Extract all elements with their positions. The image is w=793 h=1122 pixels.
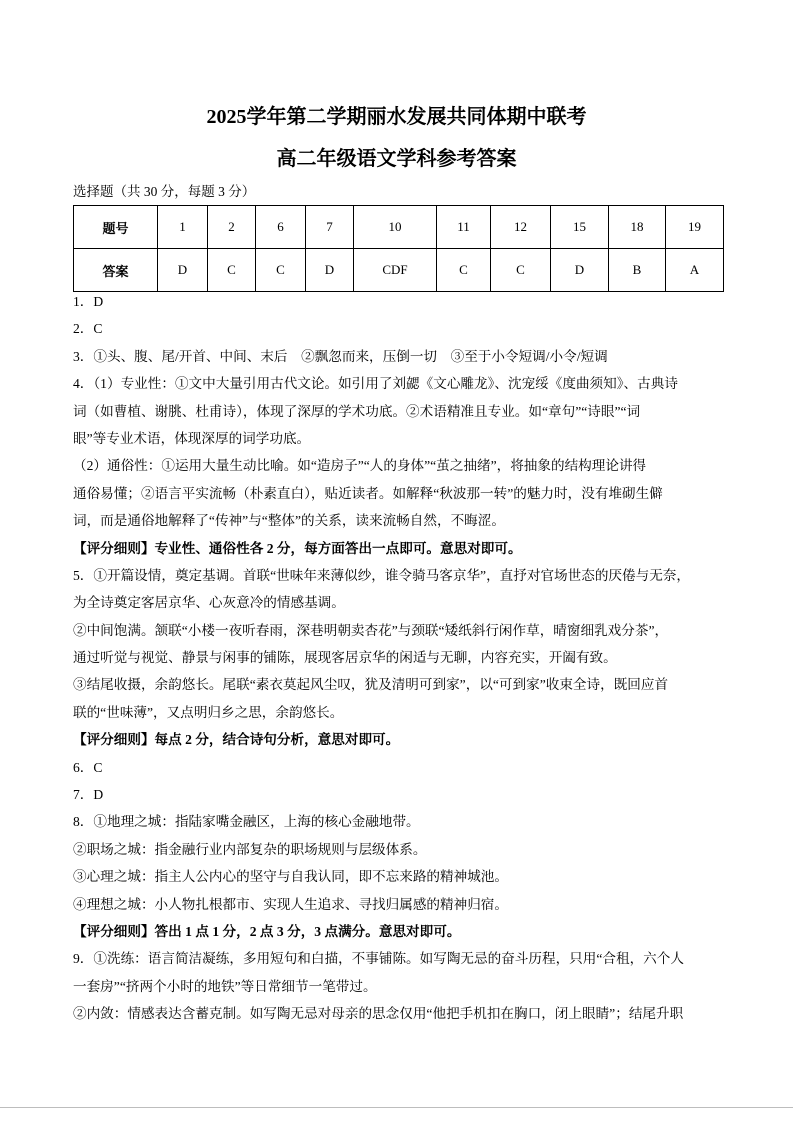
answer-table xyxy=(73,205,724,292)
answer-text-line: 7．D xyxy=(73,787,104,803)
question-number-cell: 7 xyxy=(306,206,354,249)
row-label-answer: 答案 xyxy=(74,249,158,292)
answer-text-line: 眼”等专业术语，体现深厚的词学功底。 xyxy=(73,430,311,446)
answer-text-line: 词，而是通俗地解释了“传神”与“整体”的关系，读来流畅自然，不晦涩。 xyxy=(73,513,505,529)
question-number-row xyxy=(74,206,724,249)
answer-cell: A xyxy=(666,249,724,292)
document-subtitle: 高二年级语文学科参考答案 xyxy=(276,148,517,170)
answer-text-line: 为全诗奠定客居京华、心灰意冷的情感基调。 xyxy=(73,595,345,611)
answer-text-line: 4．（1）专业性：①文中大量引用古代文论。如引用了刘勰《文心雕龙》、沈宠绥《度曲须知》、古典诗 xyxy=(73,376,678,392)
answer-cell: C xyxy=(208,249,256,292)
answer-text-line: ②中间饱满。颔联“小楼一夜听春雨，深巷明朝卖杏花”与颈联“矮纸斜行闲作草，晴窗细乳戏分茶”， xyxy=(73,622,669,638)
answer-text-line: 9．①洗练：语言简洁凝练，多用短句和白描，不事铺陈。如写陶无忌的奋斗历程，只用“合租，六个人 xyxy=(73,951,684,967)
answer-row xyxy=(74,249,724,292)
answer-text-line: ③结尾收摄，余韵悠长。尾联“素衣莫起风尘叹，犹及清明可到家”，以“可到家”收束全诗，既回应首 xyxy=(73,677,669,693)
scoring-rule-line: 【评分细则】专业性、通俗性各 2 分，每方面答出一点即可。意思对即可。 xyxy=(73,540,522,556)
question-number-cell: 6 xyxy=(256,206,306,249)
answer-text-line: 8．①地理之城：指陆家嘴金融区，上海的核心金融地带。 xyxy=(73,814,420,830)
question-number-cell: 1 xyxy=(158,206,208,249)
answer-text-line: ④理想之城：小人物扎根都市、实现人生追求、寻找归属感的精神归宿。 xyxy=(73,896,508,912)
answer-explanations xyxy=(73,288,733,1028)
page-bottom-divider xyxy=(0,1107,793,1108)
answer-cell: D xyxy=(306,249,354,292)
answer-text-line: 1．D xyxy=(73,294,104,309)
question-number-cell: 2 xyxy=(208,206,256,249)
answer-text-line: ②内敛：情感表达含蓄克制。如写陶无忌对母亲的思念仅用“他把手机扣在胸口，闭上眼睛”；结尾升职 xyxy=(73,1006,684,1022)
answer-text-line: ②职场之城：指金融行业内部复杂的职场规则与层级体系。 xyxy=(73,841,427,857)
answer-text-line: （2）通俗性：①运用大量生动比喻。如“造房子”“人的身体”“茧之抽绪”，将抽象的结构理论讲得 xyxy=(73,458,647,474)
scoring-rule-line: 【评分细则】答出 1 点 1 分，2 点 3 分，3 点满分。意思对即可。 xyxy=(73,923,461,939)
answer-cell: D xyxy=(551,249,609,292)
answer-text-line: 6．C xyxy=(73,759,103,775)
answer-text-line: 通过听觉与视觉、静景与闲事的铺陈，展现客居京华的闲适与无聊，内容充实，开阖有致。 xyxy=(73,650,617,666)
answer-cell: C xyxy=(491,249,551,292)
answer-text-line: 通俗易懂；②语言平实流畅（朴素直白），贴近读者。如解释“秋波那一转”的魅力时，没有堆砌生僻 xyxy=(73,485,663,501)
question-number-cell: 18 xyxy=(609,206,666,249)
question-number-cell: 11 xyxy=(437,206,491,249)
answer-text-line: 2．C xyxy=(73,321,103,337)
answer-cell: CDF xyxy=(354,249,437,292)
answer-cell: C xyxy=(437,249,491,292)
answer-text-line: 5．①开篇设情，奠定基调。首联“世味年来薄似纱，谁令骑马客京华”，直抒对官场世态的厌倦与无奈， xyxy=(73,567,690,583)
answer-cell: C xyxy=(256,249,306,292)
answer-text-line: 词（如曹植、谢朓、杜甫诗），体现了深厚的学术功底。②术语精准且专业。如“章句”“诗眼”“词 xyxy=(73,403,641,419)
choice-section-intro: 选择题（共 30 分，每题 3 分） xyxy=(73,184,256,199)
answer-cell: D xyxy=(158,249,208,292)
question-number-cell: 12 xyxy=(491,206,551,249)
scoring-rule-line: 【评分细则】每点 2 分，结合诗句分析，意思对即可。 xyxy=(73,732,400,748)
answer-text-line: 一套房”“挤两个小时的地铁”等日常细节一笔带过。 xyxy=(73,978,377,994)
answer-text-line: ③心理之城：指主人公内心的坚守与自我认同，即不忘来路的精神城池。 xyxy=(73,869,508,885)
document-title: 2025学年第二学期丽水发展共同体期中联考 xyxy=(206,106,587,128)
answer-cell: B xyxy=(609,249,666,292)
question-number-cell: 10 xyxy=(354,206,437,249)
question-number-cell: 15 xyxy=(551,206,609,249)
answer-text-line: 联的“世味薄”，又点明归乡之思，余韵悠长。 xyxy=(73,704,344,720)
row-label-question: 题号 xyxy=(74,206,158,249)
question-number-cell: 19 xyxy=(666,206,724,249)
answer-text-line: 3．①头、腹、尾/开首、中间、末后 ②飘忽而来，压倒一切 ③至于小令短调/小令/短调 xyxy=(73,348,608,364)
